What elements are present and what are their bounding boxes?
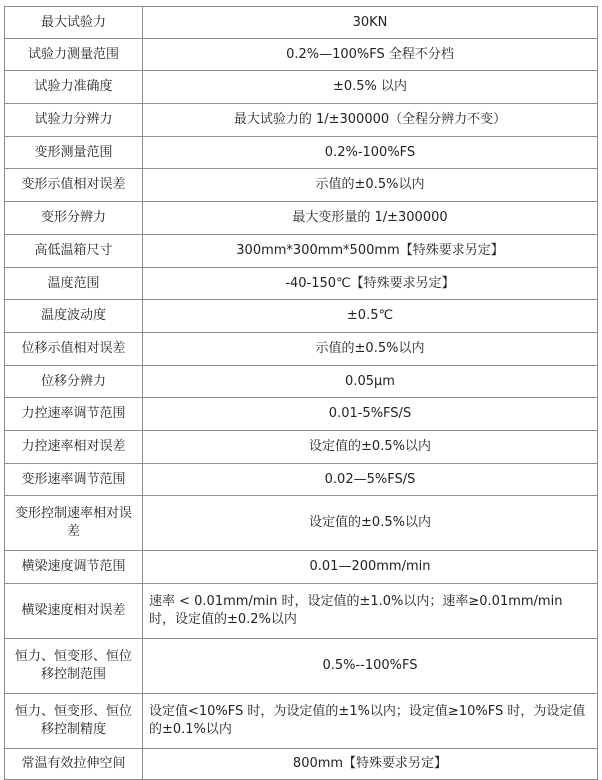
row-value: 0.01-5%FS/S [143, 398, 598, 431]
table-row [5, 104, 598, 137]
row-label: 横梁速度相对误差 [5, 584, 143, 639]
row-label: 位移分辨力 [5, 366, 143, 398]
table-row [5, 584, 598, 639]
table-row [5, 496, 598, 551]
row-label: 温度波动度 [5, 300, 143, 333]
row-value: 0.2%-100%FS [143, 137, 598, 169]
table-row [5, 366, 598, 398]
row-value: 示值的±0.5%以内 [143, 333, 598, 366]
table-row [5, 398, 598, 431]
row-label: 恒力、恒变形、恒位移控制精度 [5, 694, 143, 749]
row-label: 位移示值相对误差 [5, 333, 143, 366]
row-value: 0.05μm [143, 366, 598, 398]
row-label: 温度范围 [5, 268, 143, 300]
table-row [5, 235, 598, 268]
row-label: 力控速率相对误差 [5, 431, 143, 464]
row-label: 试验力测量范围 [5, 39, 143, 71]
row-value: 示值的±0.5%以内 [143, 169, 598, 202]
table-row [5, 137, 598, 169]
table-row [5, 694, 598, 749]
table-row [5, 431, 598, 464]
table-row [5, 300, 598, 333]
table-row [5, 268, 598, 300]
table-row [5, 551, 598, 584]
row-value: 0.5%--100%FS [143, 639, 598, 694]
row-value: 设定值的±0.5%以内 [143, 496, 598, 551]
table-row [5, 749, 598, 780]
row-label: 变形速率调节范围 [5, 464, 143, 496]
row-label: 恒力、恒变形、恒位移控制范围 [5, 639, 143, 694]
row-value: 速率 < 0.01mm/min 时，设定值的±1.0%以内；速率≥0.01mm/min 时，设定值的±0.2%以内 [143, 584, 598, 639]
row-value: ±0.5% 以内 [143, 71, 598, 104]
spec-table [4, 6, 598, 780]
row-value: 0.2%—100%FS 全程不分档 [143, 39, 598, 71]
row-label: 试验力准确度 [5, 71, 143, 104]
row-label: 变形控制速率相对误差 [5, 496, 143, 551]
table-row [5, 39, 598, 71]
table-row [5, 333, 598, 366]
row-label: 力控速率调节范围 [5, 398, 143, 431]
table-row [5, 202, 598, 235]
row-value: 30KN [143, 7, 598, 39]
row-value: 300mm*300mm*500mm【特殊要求另定】 [143, 235, 598, 268]
row-label: 常温有效拉伸空间 [5, 749, 143, 780]
row-value: ±0.5℃ [143, 300, 598, 333]
table-row [5, 7, 598, 39]
row-label: 变形分辨力 [5, 202, 143, 235]
row-value: 800mm【特殊要求另定】 [143, 749, 598, 780]
row-value: 0.01—200mm/min [143, 551, 598, 584]
table-row [5, 169, 598, 202]
table-row [5, 639, 598, 694]
table-row [5, 464, 598, 496]
row-label: 高低温箱尺寸 [5, 235, 143, 268]
row-label: 横梁速度调节范围 [5, 551, 143, 584]
row-value: 设定值<10%FS 时，为设定值的±1%以内；设定值≥10%FS 时，为设定值的±0.1%以内 [143, 694, 598, 749]
row-label: 试验力分辨力 [5, 104, 143, 137]
row-label: 最大试验力 [5, 7, 143, 39]
row-label: 变形示值相对误差 [5, 169, 143, 202]
row-value: 最大试验力的 1/±300000（全程分辨力不变） [143, 104, 598, 137]
table-row [5, 71, 598, 104]
row-value: 最大变形量的 1/±300000 [143, 202, 598, 235]
row-value: 0.02—5%FS/S [143, 464, 598, 496]
row-value: -40-150℃【特殊要求另定】 [143, 268, 598, 300]
row-label: 变形测量范围 [5, 137, 143, 169]
row-value: 设定值的±0.5%以内 [143, 431, 598, 464]
